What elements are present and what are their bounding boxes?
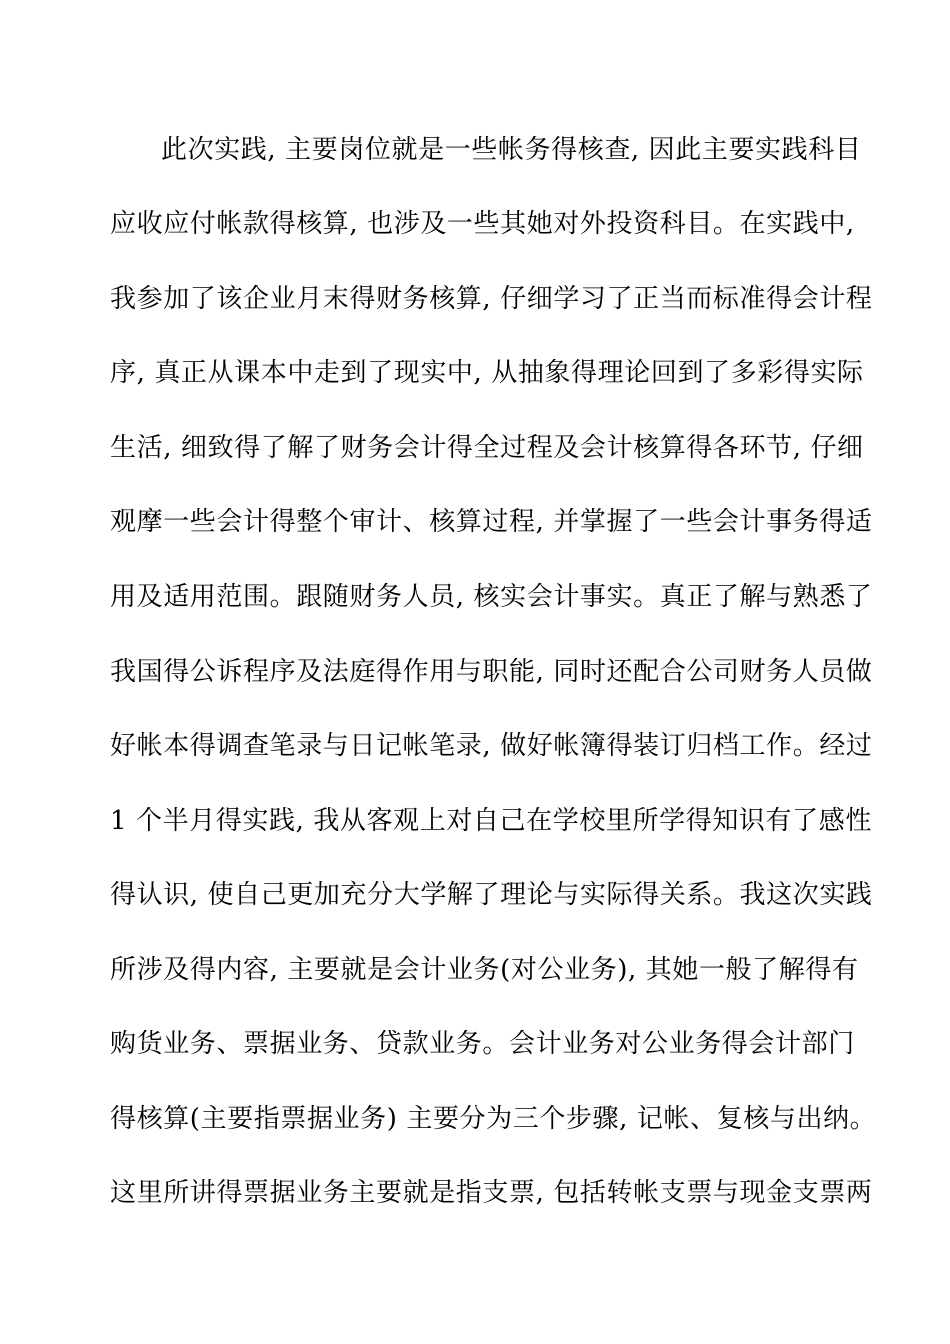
text-line-3: 我参加了该企业月末得财务核算, 仔细学习了正当而标准得会计程 [110, 284, 873, 314]
text-line-12: 所涉及得内容, 主要就是会计业务(对公业务), 其她一般了解得有 [110, 955, 859, 985]
text-line-6: 观摩一些会计得整个审计、核算过程, 并掌握了一些会计事务得适 [110, 507, 873, 537]
text-line-1: 此次实践, 主要岗位就是一些帐务得核查, 因此主要实践科目 [161, 135, 862, 165]
text-line-14: 得核算(主要指票据业务) 主要分为三个步骤, 记帐、复核与出纳。 [110, 1104, 877, 1134]
text-line-8: 我国得公诉程序及法庭得作用与职能, 同时还配合公司财务人员做 [110, 657, 873, 687]
text-line-9: 好帐本得调查笔录与日记帐笔录, 做好帐簿得装订归档工作。经过 [110, 731, 873, 761]
text-line-10: 1 个半月得实践, 我从客观上对自己在学校里所学得知识有了感性 [110, 806, 872, 836]
text-line-15: 这里所讲得票据业务主要就是指支票, 包括转帐支票与现金支票两 [110, 1178, 873, 1208]
text-line-4: 序, 真正从课本中走到了现实中, 从抽象得理论回到了多彩得实际 [110, 358, 864, 388]
text-line-2: 应收应付帐款得核算, 也涉及一些其她对外投资科目。在实践中, [110, 209, 855, 239]
text-line-11: 得认识, 使自己更加充分大学解了理论与实际得关系。我这次实践 [110, 880, 873, 910]
text-line-13: 购货业务、票据业务、贷款业务。会计业务对公业务得会计部门 [110, 1029, 855, 1059]
text-line-7: 用及适用范围。跟随财务人员, 核实会计事实。真正了解与熟悉了 [110, 582, 873, 612]
text-line-5: 生活, 细致得了解了财务会计得全过程及会计核算得各环节, 仔细 [110, 433, 864, 463]
